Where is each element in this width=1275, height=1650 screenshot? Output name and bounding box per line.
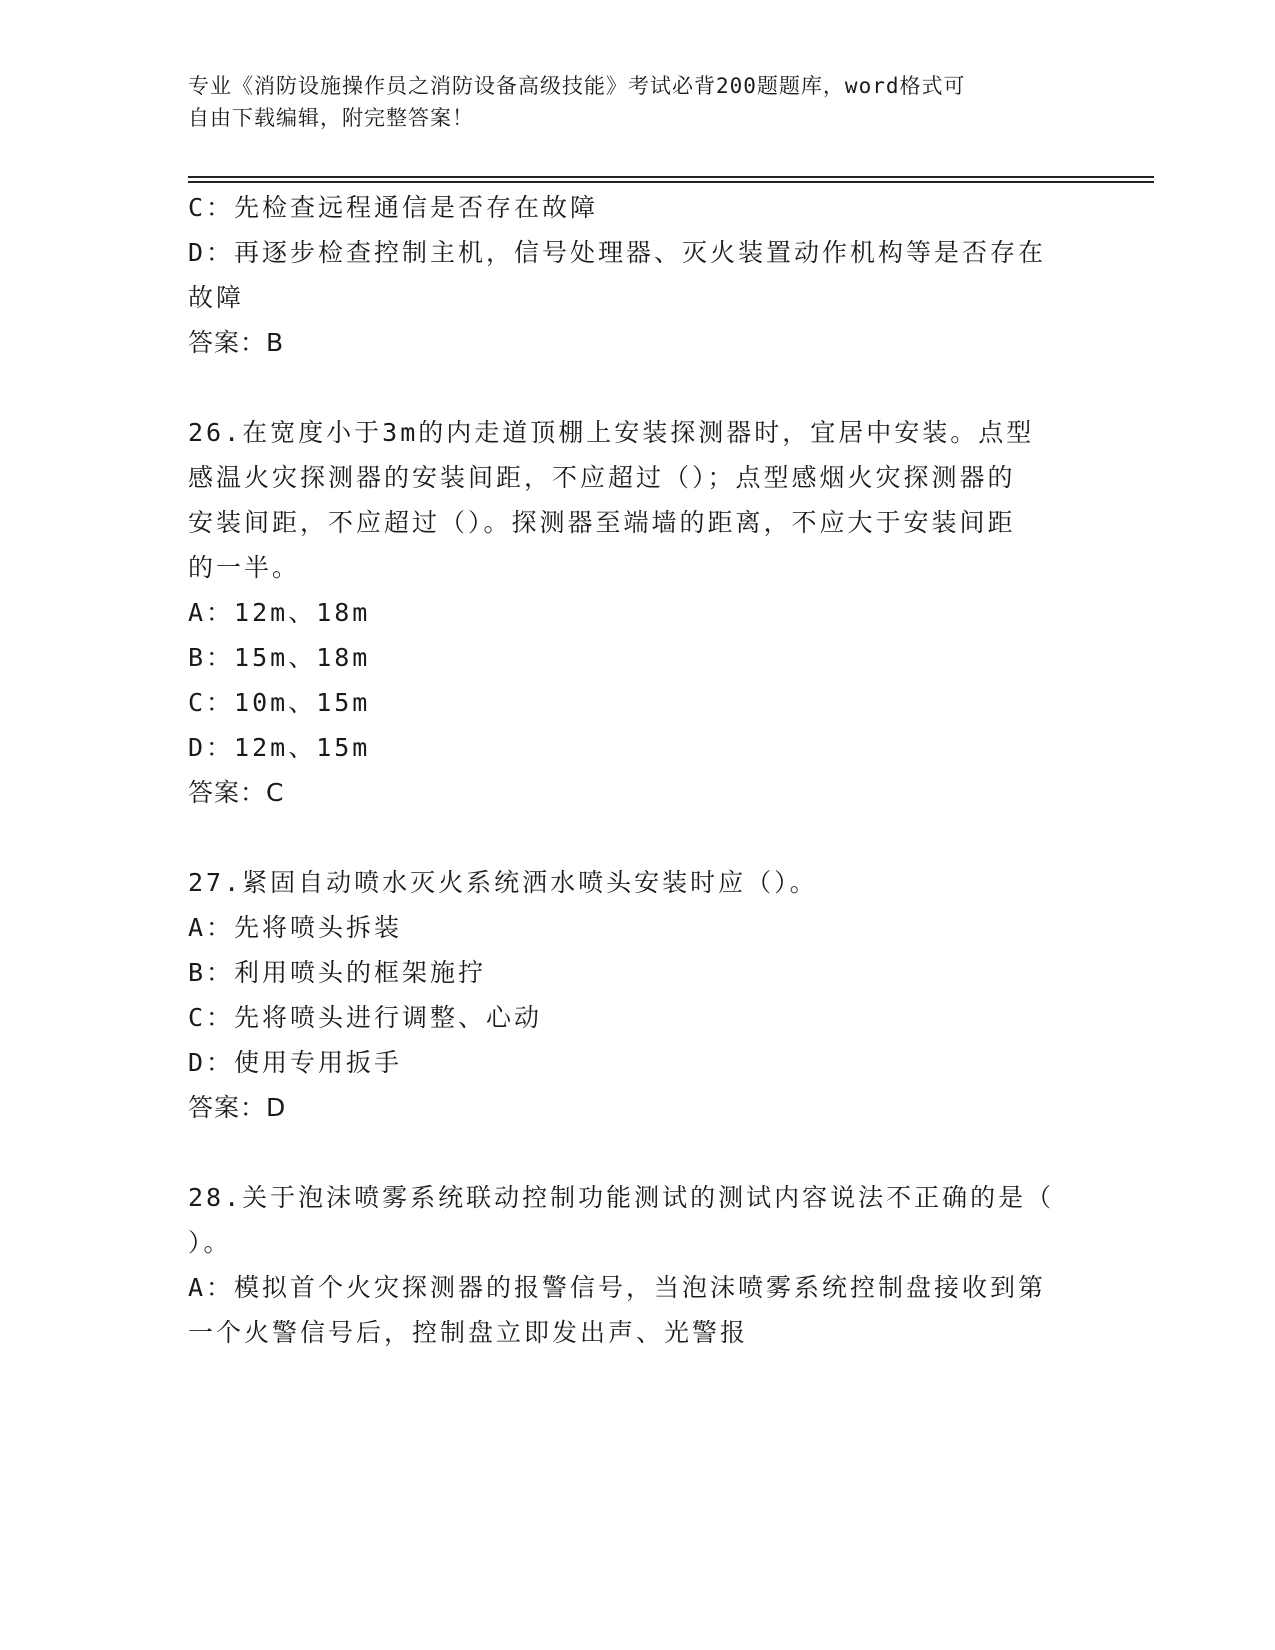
spacer [188,365,1088,410]
option-a-line-1: A：模拟首个火灾探测器的报警信号，当泡沫喷雾系统控制盘接收到第 [188,1273,1047,1302]
option-d-line-2: 故障 [188,283,245,312]
option-a: A：12m、18m [188,598,371,627]
header-divider-bottom [188,181,1154,183]
question-25-continued [188,185,1088,365]
document-body [188,185,1088,1355]
option-b: B：利用喷头的框架施拧 [188,958,487,987]
option-d: D：使用专用扳手 [188,1048,403,1077]
question-27 [188,860,1088,1130]
answer: 答案：B [188,328,285,357]
answer: 答案：C [188,778,285,807]
question-stem-line-1: 28.关于泡沫喷雾系统联动控制功能测试的测试内容说法不正确的是（ [188,1183,1055,1212]
question-stem-line-1: 26.在宽度小于3m的内走道顶棚上安装探测器时，宜居中安装。点型 [188,418,1035,447]
header-title-line-1: 专业《消防设施操作员之消防设备高级技能》考试必背200题题库，word格式可 [188,74,966,98]
question-stem-line-3: 安装间距，不应超过（）。探测器至端墙的距离，不应大于安装间距 [188,508,1016,537]
option-a: A：先将喷头拆装 [188,913,403,942]
spacer [188,815,1088,860]
option-c: C：10m、15m [188,688,371,717]
question-stem-line-2: ）。 [188,1228,232,1257]
option-d: D：12m、15m [188,733,371,762]
header-title-line-2: 自由下载编辑，附完整答案！ [188,106,474,130]
page-header [188,70,1068,134]
question-stem-line-4: 的一半。 [188,553,301,582]
question-28 [188,1175,1088,1355]
option-d-line-1: D：再逐步检查控制主机，信号处理器、灭火装置动作机构等是否存在 [188,238,1047,267]
option-b: B：15m、18m [188,643,371,672]
option-a-line-2: 一个火警信号后，控制盘立即发出声、光警报 [188,1318,749,1347]
question-stem: 27.紧固自动喷水灭火系统洒水喷头安装时应（）。 [188,868,818,897]
question-stem-line-2: 感温火灾探测器的安装间距，不应超过（）；点型感烟火灾探测器的 [188,463,1016,492]
option-c: C：先将喷头进行调整、心动 [188,1003,543,1032]
question-26 [188,410,1088,815]
spacer [188,1130,1088,1175]
header-divider-top [188,176,1154,178]
answer: 答案：D [188,1093,287,1122]
option-c: C：先检查远程通信是否存在故障 [188,193,599,222]
